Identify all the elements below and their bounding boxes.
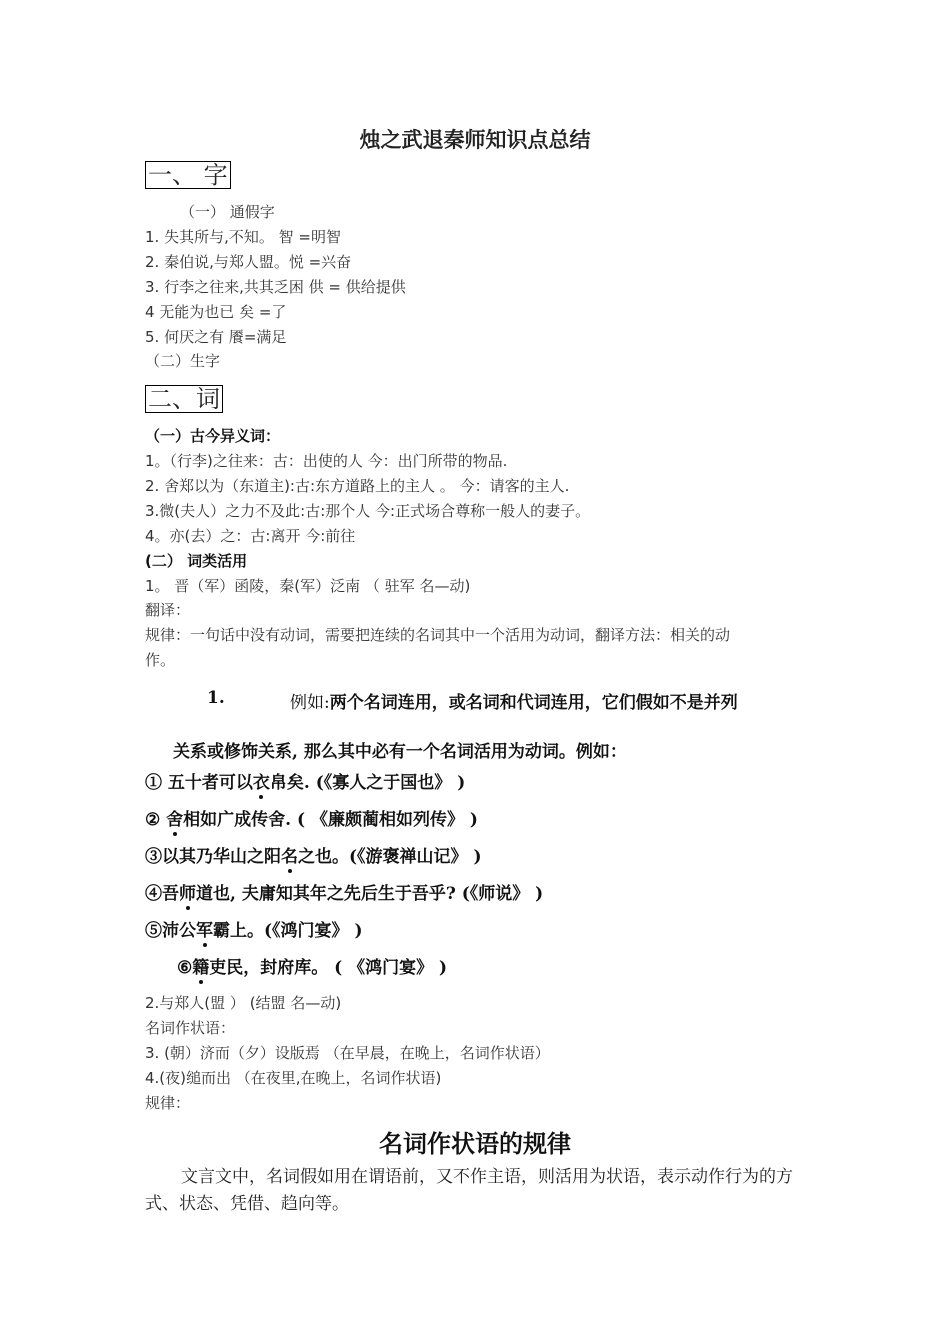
example-text: ⑥ xyxy=(177,958,193,978)
example-text: 吏民，封府库。 ( 《鸿门宴》 ) xyxy=(209,958,448,978)
page-title: 烛之武退秦师知识点总结 xyxy=(359,128,591,152)
example-text: ① 五十者可以 xyxy=(145,773,253,793)
list-item: 4 无能为也已 矣 =了 xyxy=(145,303,287,321)
label-zhuangyu: 名词作状语： xyxy=(145,1019,236,1037)
list-item: 1。（行李)之往来：古：出使的人 今：出门所带的物品. xyxy=(145,452,508,470)
big-list-number: 1. xyxy=(207,688,225,708)
list-item: 3. 行李之往来,共其乏困 供 = 供给提供 xyxy=(145,278,406,296)
list-item: 4。亦(去）之：古:离开 今:前往 xyxy=(145,527,356,545)
emphasis-char: 师 xyxy=(179,879,196,904)
example-text: ③以其乃华山之阳 xyxy=(145,847,281,867)
list-item: 3.微(夫人）之力不及此:古:那个人 今:正式场合尊称一般人的妻子。 xyxy=(145,502,591,520)
emphasis-char: 籍 xyxy=(192,953,209,978)
lidao-bold: 两个名词连用，或名词和代词连用，它们假如不是并列 xyxy=(329,693,738,713)
guilv-text: 规律：一句话中没有动词，需要把连续的名词其中一个活用为动词，翻译方法：相关的动 xyxy=(145,626,731,644)
emphasis-char: 军 xyxy=(196,916,213,941)
big-example-line2: 关系或修饰关系, 那么其中必有一个名词活用为动词。例如： xyxy=(173,742,627,762)
section-heading-zi: 一、 字 xyxy=(145,161,231,189)
list-item: 1. 失其所与,不知。 智 =明智 xyxy=(145,228,341,246)
label-guilv: 规律： xyxy=(145,1094,191,1112)
example-line xyxy=(145,916,363,941)
list-item: 2. 舍郑以为（东道主):古:东方道路上的主人 。 今：请客的主人. xyxy=(145,477,570,495)
subheading-shengzi: （二）生字 xyxy=(145,352,221,370)
label-fanyi: 翻译： xyxy=(145,601,191,619)
example-text: ④吾 xyxy=(145,884,179,904)
emphasis-char: 衣 xyxy=(253,768,270,793)
list-item: 2.与郑人(盟 ） (结盟 名—动) xyxy=(145,994,342,1012)
emphasis-char: 名 xyxy=(281,842,298,867)
example-line xyxy=(145,842,482,867)
example-line xyxy=(145,768,465,793)
example-text: 相如广成传舍. ( 《廉颇蔺相如列传》 ) xyxy=(183,810,478,830)
emphasis-char: 舍 xyxy=(166,805,183,830)
list-item: 5. 何厌之有 餍=满足 xyxy=(145,328,287,346)
subheading-tongjiazi: （一） 通假字 xyxy=(180,203,275,221)
example-text: ⑤沛公 xyxy=(145,921,196,941)
example-text: ② xyxy=(145,810,167,830)
list-item: 1。 晋（军）函陵，秦(军）泛南 （ 驻军 名—动) xyxy=(145,577,471,595)
section-heading-ci: 二、词 xyxy=(145,385,223,413)
example-text: 之也。(《游褒禅山记》 ) xyxy=(298,847,482,867)
list-item: 4.(夜)缒而出 （在夜里,在晚上，名词作状语) xyxy=(145,1069,442,1087)
example-text: 霸上。(《鸿门宴》 ) xyxy=(213,921,363,941)
example-text: 帛矣. (《寡人之于国也》 ) xyxy=(269,773,466,793)
example-text: 道也, 夫庸知其年之先后生于吾乎? (《师说》 ) xyxy=(196,884,544,904)
list-item: 3. (朝）济而（夕）设版焉 （在早晨，在晚上，名词作状语） xyxy=(145,1044,550,1062)
body-paragraph: 文言文中，名词假如用在谓语前，又不作主语，则活用为状语，表示动作行为的方式、状态、凭借、趋向等。 xyxy=(145,1167,793,1214)
subheading-huoyong: (二） 词类活用 xyxy=(145,552,248,570)
lidao-prefix: 例如: xyxy=(290,693,330,713)
section-heading-zhuangyu-guilv: 名词作状语的规律 xyxy=(379,1129,571,1158)
example-line xyxy=(145,805,478,830)
big-example-line xyxy=(290,688,738,713)
example-line xyxy=(145,879,543,904)
subheading-gujin: （一）古今异义词： xyxy=(145,427,281,445)
list-item: 2. 秦伯说,与郑人盟。悦 =兴奋 xyxy=(145,253,352,271)
example-line xyxy=(177,953,447,978)
guilv-text-cont: 作。 xyxy=(145,651,176,669)
